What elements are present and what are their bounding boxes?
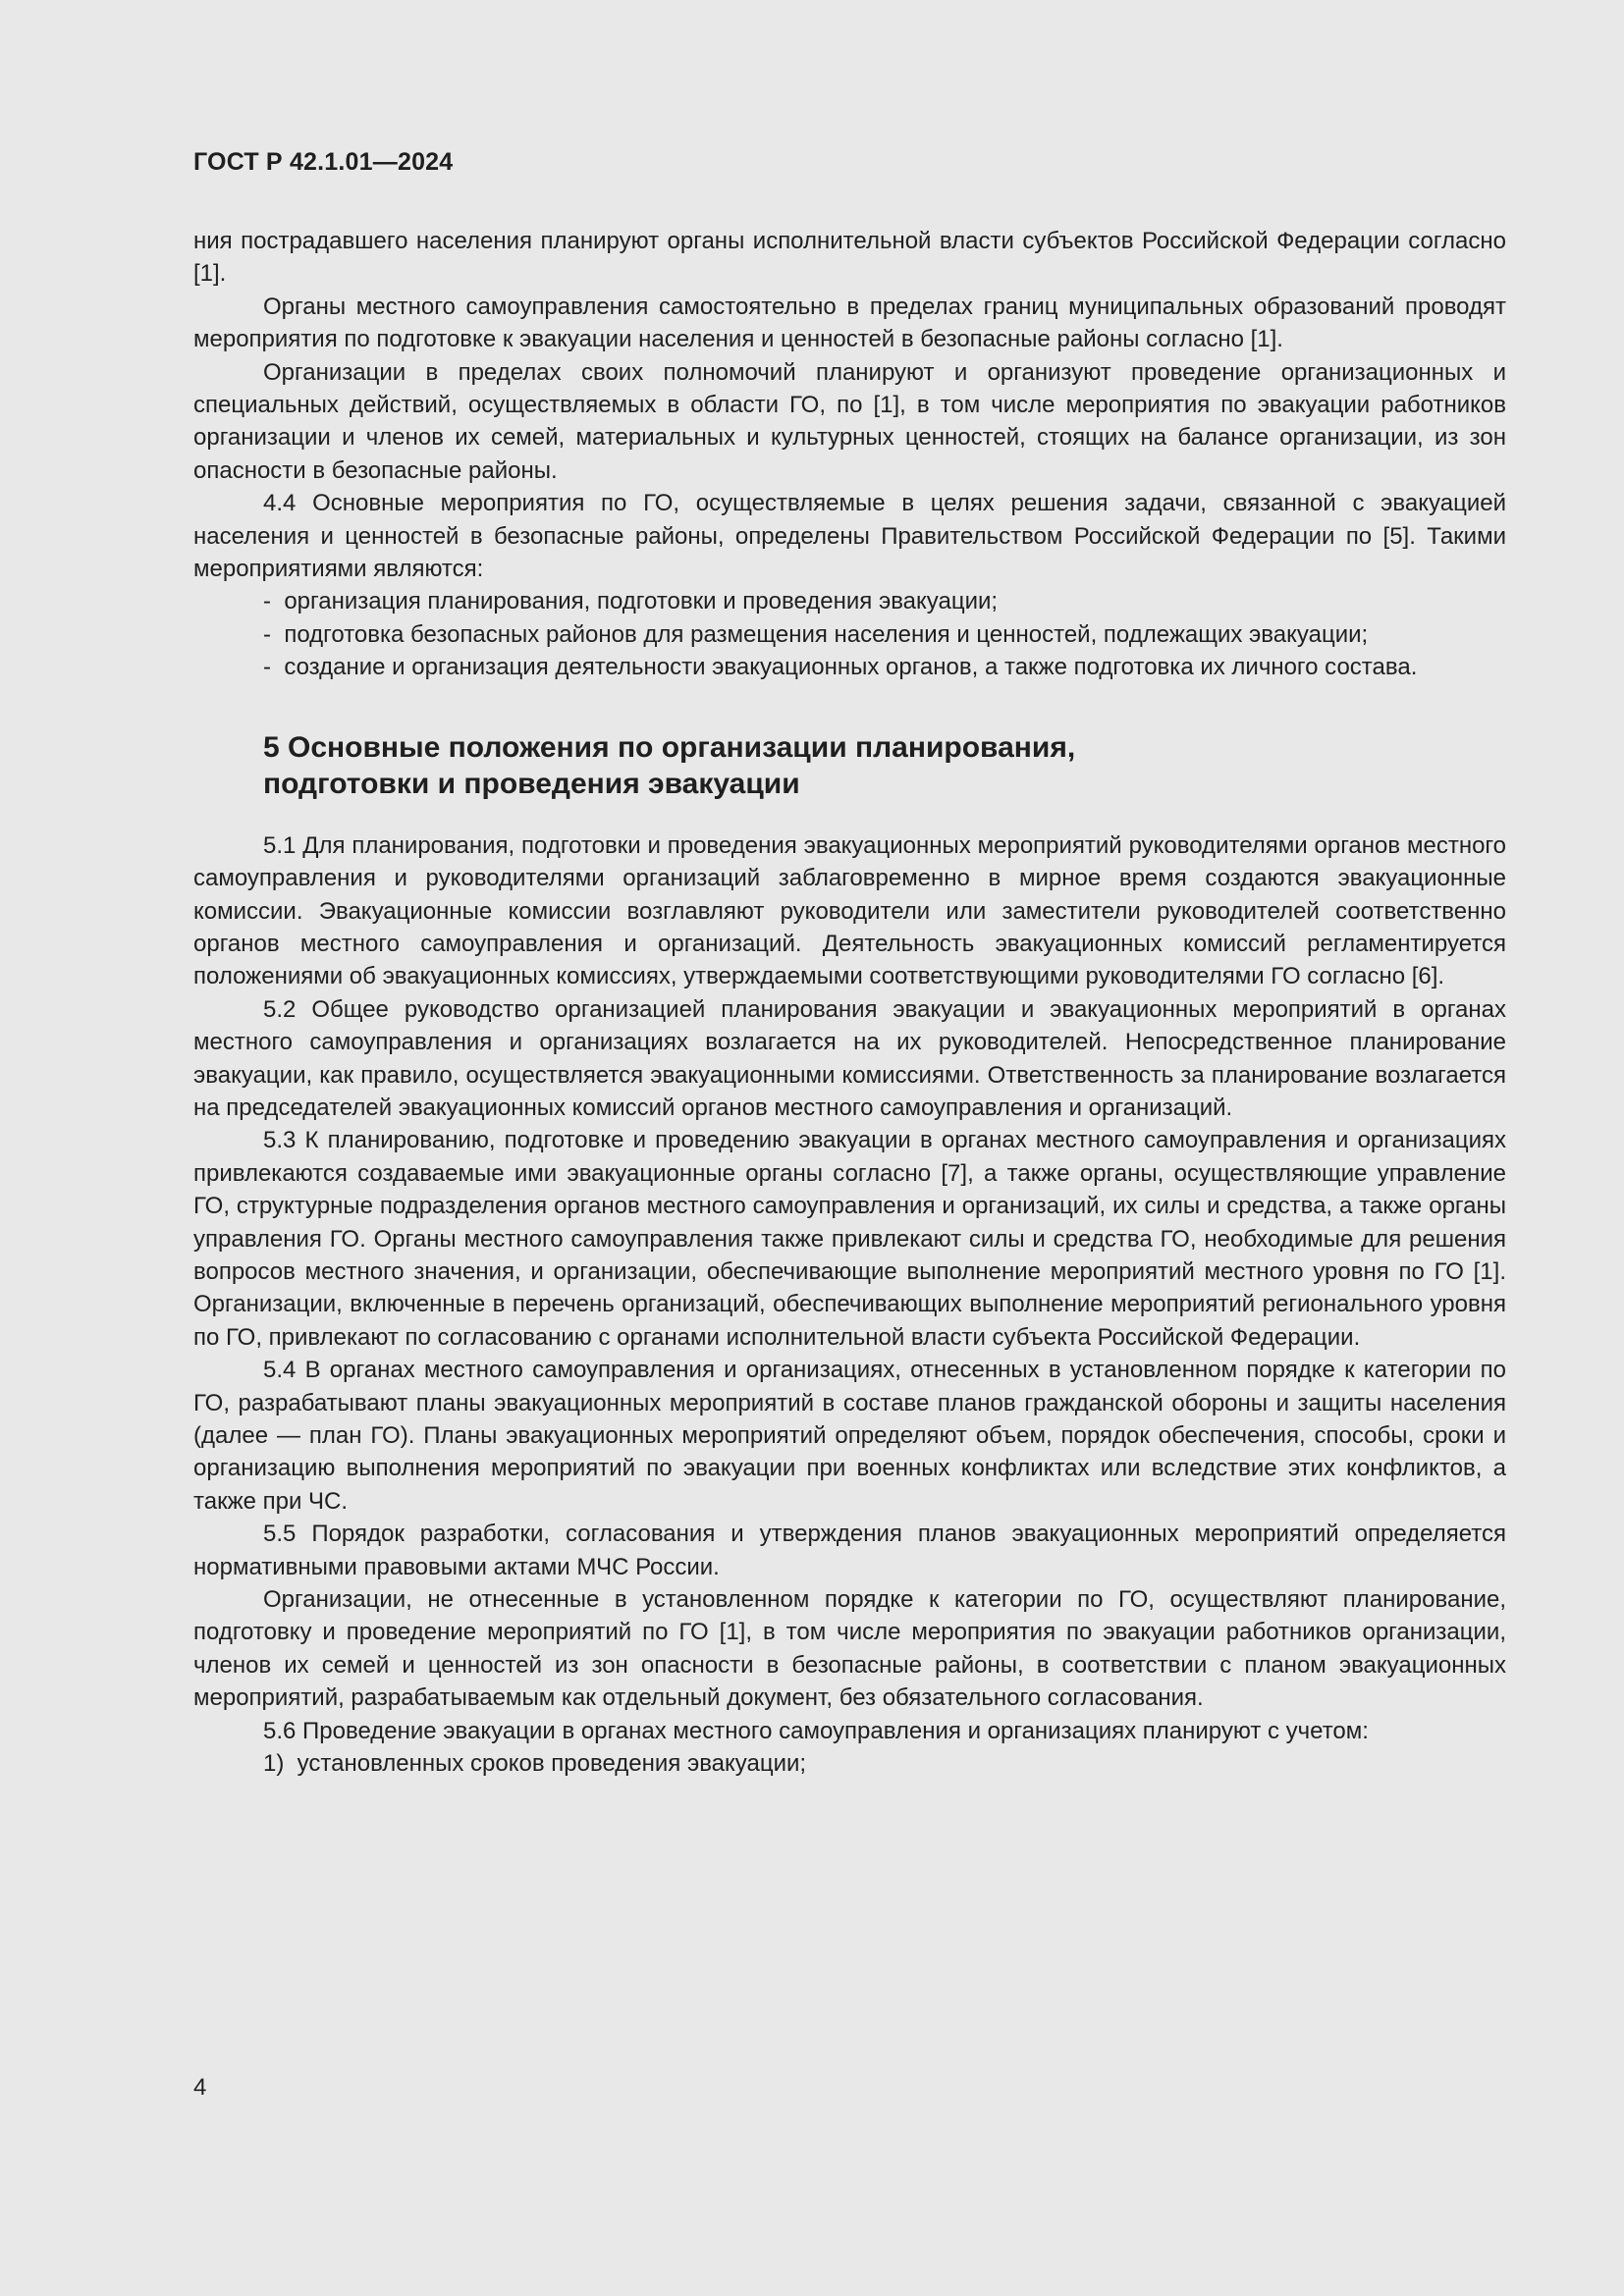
paragraph-continuation: ния пострадавшего населения планируют органы исполнительной власти субъектов Российской Федерации согласно [1]. [193,228,1506,288]
section-5-title-line-2: подготовки и проведения эвакуации [263,767,800,800]
paragraph-5-6: 5.6 Проведение эвакуации в органах местного самоуправления и организациях планируют с учетом: [263,1717,1369,1744]
paragraph-organizations: Организации в пределах своих полномочий планируют и организуют проведение организационных и специальных действий, осуществляемых в области ГО, по [1], в том числе мероприятия по эвакуации работников организации и членов их семей, материальных и культурных ценностей, стоящих на балансе организации, из зон опасности в безопасные районы. [193,358,1506,484]
paragraph-local-self-government: Органы местного самоуправления самостоятельно в пределах границ муниципальных образований проводят мероприятия по подготовке к эвакуации населения и ценностей в безопасные районы согласно [1]. [193,293,1506,353]
list-item-safe-areas: - подготовка безопасных районов для размещения населения и ценностей, подлежащих эвакуации; [193,618,1506,651]
section-5-title [263,729,1506,802]
section-5-title-line-1: 5 Основные положения по организации планирования, [263,730,1076,764]
paragraph-non-category-organizations: Организации, не отнесенные в установленном порядке к категории по ГО, осуществляют планирование, подготовку и проведение мероприятий по ГО [1], в том числе мероприятия по эвакуации работников организации, членов их семей и ценностей из зон опасности в безопасные районы, в соответствии с планом эвакуационных мероприятий, разрабатываемым как отдельный документ, без обязательного согласования. [193,1586,1506,1712]
paragraph-5-5: 5.5 Порядок разработки, согласования и утверждения планов эвакуационных мероприятий определяется нормативными правовыми актами МЧС России. [193,1521,1506,1580]
paragraph-5-2: 5.2 Общее руководство организацией планирования эвакуации и эвакуационных мероприятий в органах местного самоуправления и организациях возлагается на их руководителей. Непосредственное планирование эвакуации, как правило, осуществляется эвакуационными комиссиями. Ответственность за планирование возлагается на председателей эвакуационных комиссий органов местного самоуправления и организаций. [193,995,1506,1121]
paragraph-5-4: 5.4 В органах местного самоуправления и организациях, отнесенных в установленном порядке к категории по ГО, разрабатывают планы эвакуационных мероприятий в составе планов гражданской обороны и защиты населения (далее — план ГО). Планы эвакуационных мероприятий определяют объем, порядок обеспечения, способы, сроки и организацию выполнения мероприятий по эвакуации при военных конфликтах или вследствие этих конфликтов, а также при ЧС. [193,1357,1506,1515]
paragraph-5-3: 5.3 К планированию, подготовке и проведению эвакуации в органах местного самоуправления и организациях привлекаются создаваемые ими эвакуационные органы согласно [7], а также органы, осуществляющие управление ГО, структурные подразделения органов местного самоуправления и организаций, их силы и средства, а также органы управления ГО. Органы местного самоуправления также привлекают силы и средства ГО, необходимые для решения вопросов местного значения, и организации, обеспечивающие выполнение мероприятий местного уровня по ГО [1]. Организации, включенные в перечень организаций, обеспечивающих выполнение мероприятий регионального уровня по ГО, привлекают по согласованию с органами исполнительной власти субъекта Российской Федерации. [193,1127,1506,1351]
page-number: 4 [193,2074,207,2101]
paragraph-5-1: 5.1 Для планирования, подготовки и проведения эвакуационных мероприятий руководителями органов местного самоуправления и руководителями организаций заблаговременно в мирное время создаются эвакуационные комиссии. Эвакуационные комиссии возглавляют руководители или заместители руководителей соответственно органов местного самоуправления и организаций. Деятельность эвакуационных комиссий регламентируется положениями об эвакуационных комиссиях, утверждаемыми соответствующими руководителями ГО согласно [6]. [193,831,1506,990]
paragraph-4-4: 4.4 Основные мероприятия по ГО, осуществляемые в целях решения задачи, связанной с эвакуацией населения и ценностей в безопасные районы, определены Правительством Российской Федерации по [5]. Такими мероприятиями являются: [193,490,1506,583]
document-body [193,225,1506,1780]
list-item-planning: - организация планирования, подготовки и проведения эвакуации; [193,585,1506,617]
list-item-numbered-1: 1) установленных сроков проведения эвакуации; [263,1750,807,1778]
list-item-evacuation-bodies: - создание и организация деятельности эвакуационных органов, а также подготовка их личного состава. [193,651,1506,683]
document-code-header: ГОСТ Р 42.1.01—2024 [193,148,454,176]
